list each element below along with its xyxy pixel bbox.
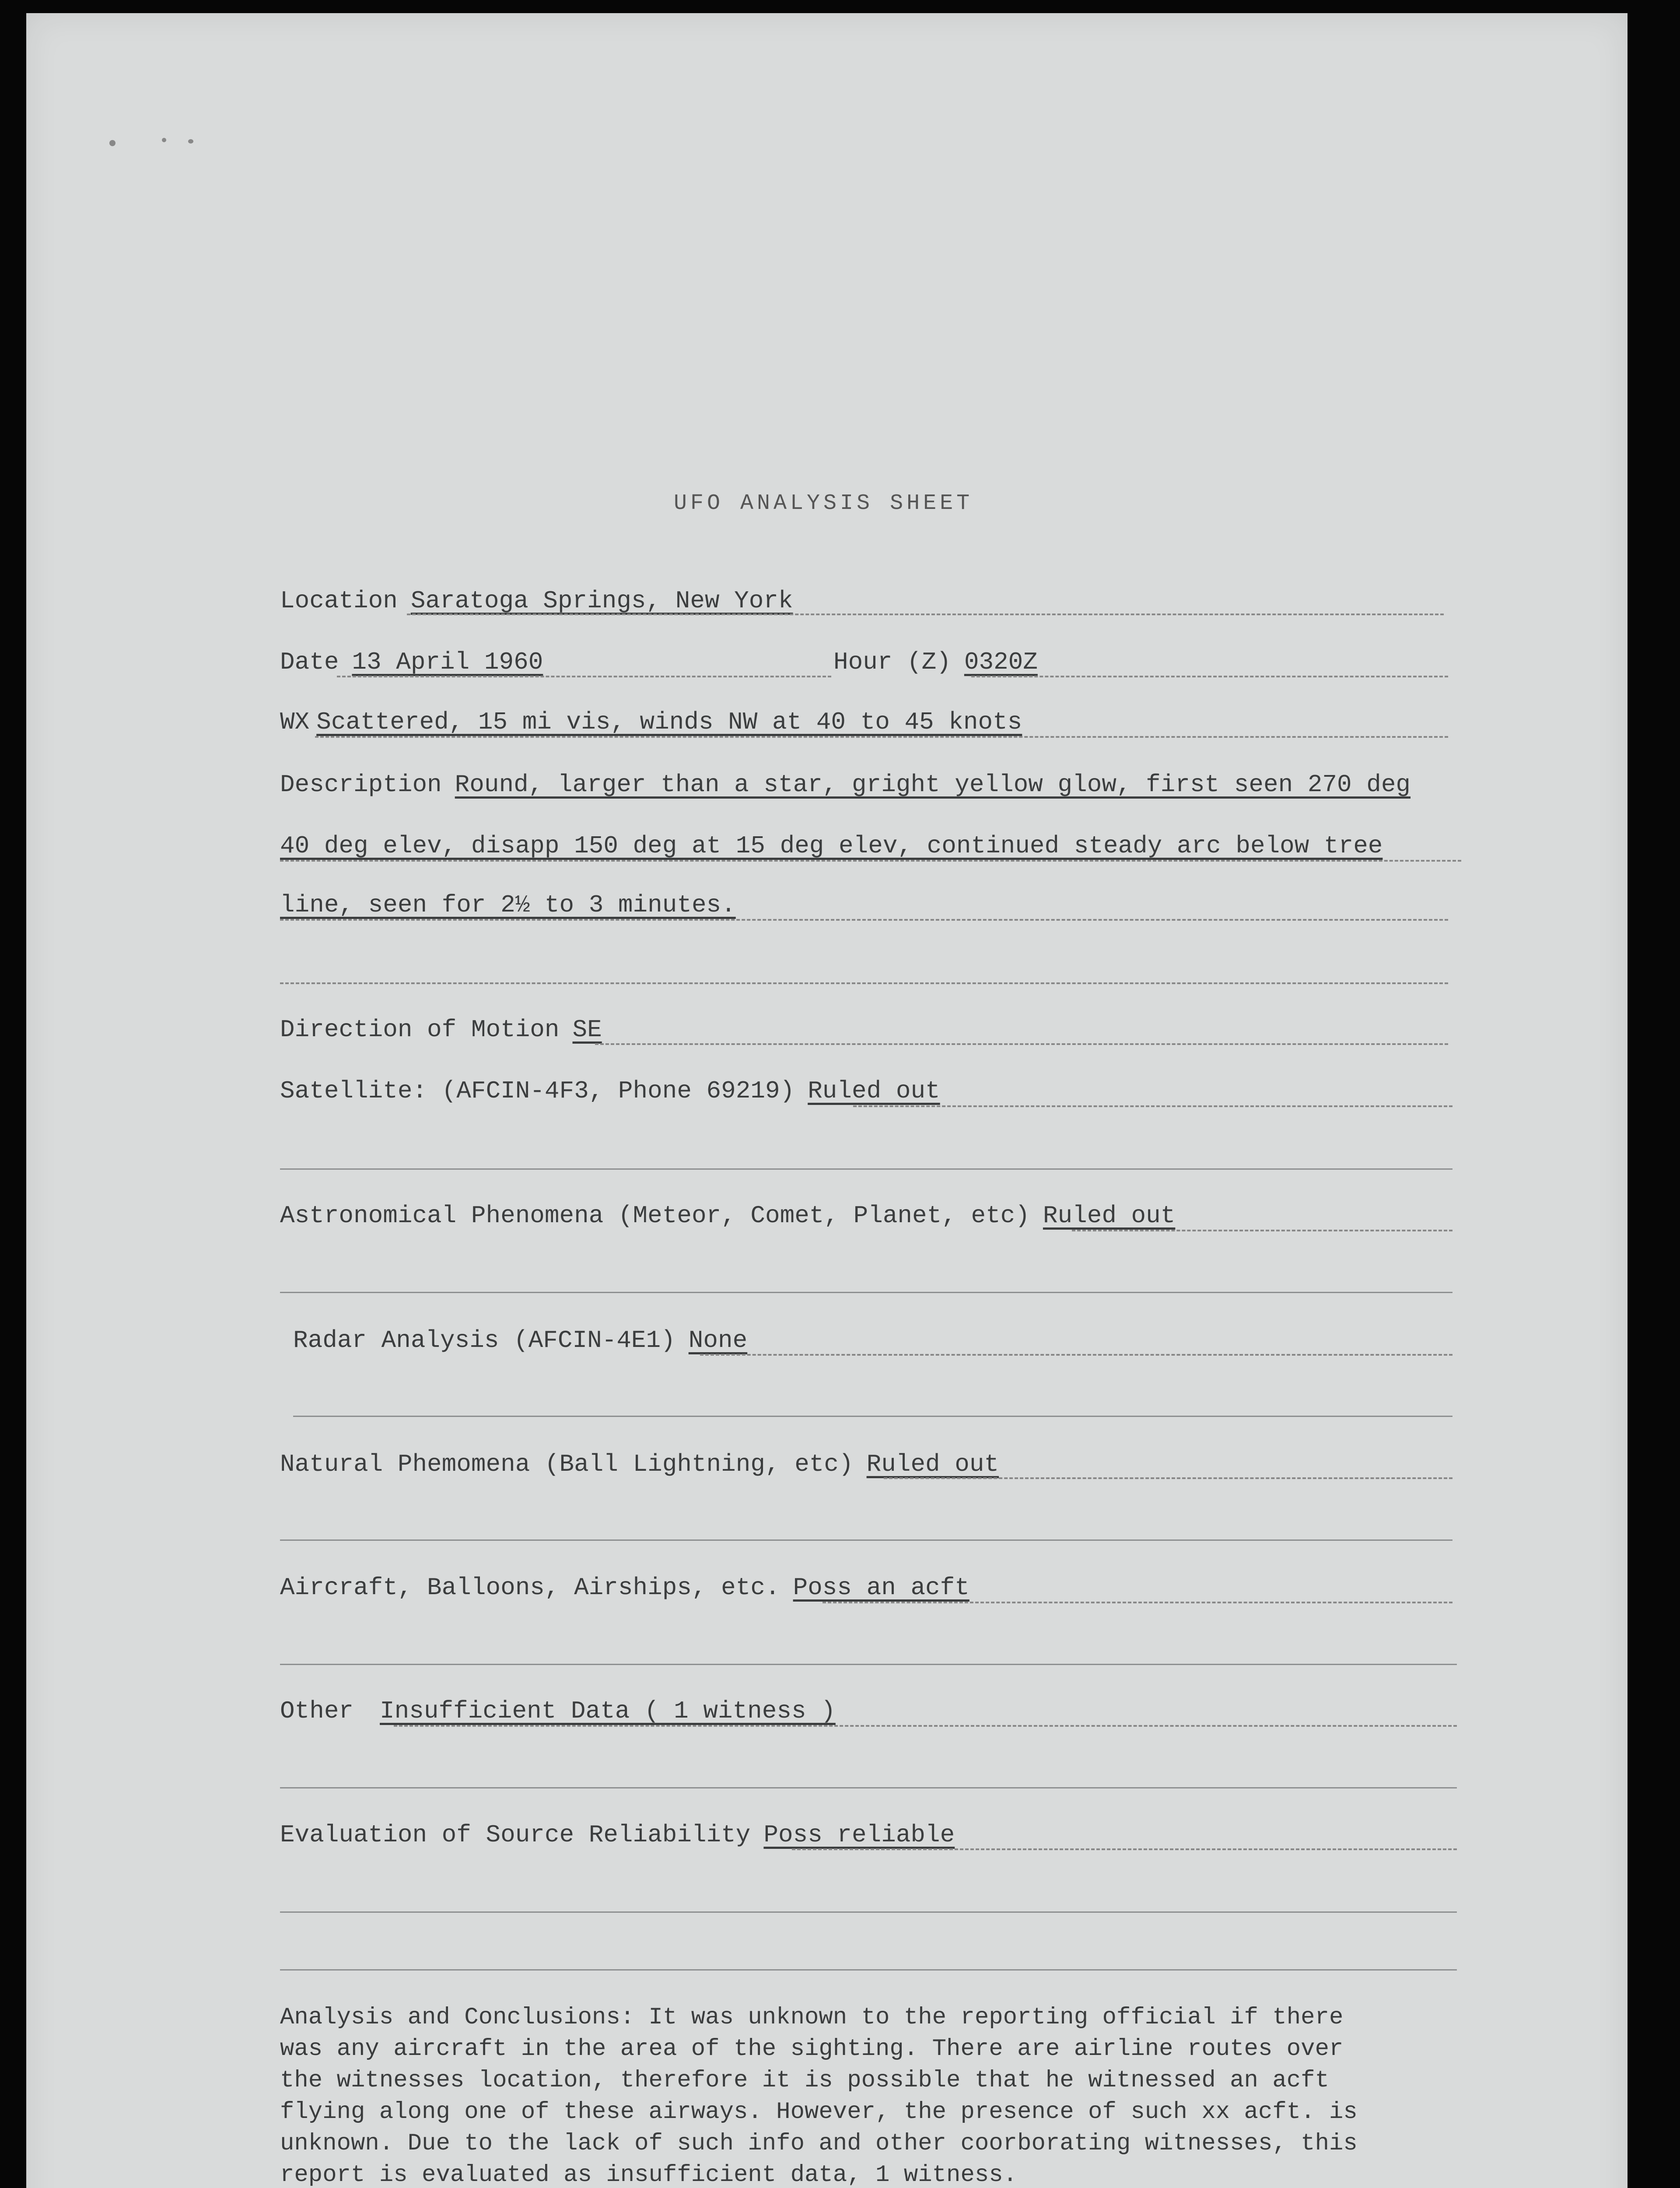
- other-rule-2: [280, 1787, 1457, 1788]
- aircraft-field: [280, 1571, 970, 1602]
- evaluation-field: [280, 1818, 955, 1849]
- other-rule: [394, 1725, 1457, 1727]
- radar-value: None: [688, 1326, 748, 1354]
- location-rule: [407, 614, 1444, 615]
- satellite-field: [280, 1074, 940, 1105]
- description-label: Description: [280, 771, 442, 799]
- natural-label: Natural Phemomena (Ball Lightning, etc): [280, 1450, 854, 1478]
- analysis-line: was any aircraft in the area of the sighting. There are airline routes over: [280, 2036, 1344, 2062]
- other-label: Other: [280, 1697, 354, 1725]
- hour-value: 0320Z: [964, 648, 1038, 676]
- description-field: [280, 768, 1410, 799]
- aircraft-value: Poss an acft: [793, 1574, 970, 1602]
- natural-value: Ruled out: [866, 1450, 999, 1478]
- dust-mark: [109, 140, 116, 146]
- direction-label: Direction of Motion: [280, 1016, 560, 1044]
- analysis-line: report is evaluated as insufficient data, 1 witness.: [280, 2162, 1018, 2188]
- location-value: Saratoga Springs, New York: [410, 587, 793, 615]
- description-rule-3: [280, 919, 1448, 921]
- wx-field: [280, 705, 1022, 736]
- radar-rule-2: [293, 1416, 1452, 1417]
- radar-rule: [700, 1354, 1452, 1356]
- evaluation-label: Evaluation of Source Reliability: [280, 1821, 751, 1849]
- analysis-line: unknown. Due to the lack of such info and other coorborating witnesses, this: [280, 2130, 1358, 2157]
- date-value: 13 April 1960: [352, 648, 543, 676]
- dust-mark: [188, 139, 193, 144]
- location-field: [280, 584, 793, 615]
- evaluation-rule-3: [280, 1969, 1457, 1971]
- analysis-line: Analysis and Conclusions: It was unknown to the reporting official if there: [280, 2004, 1344, 2031]
- natural-rule-2: [280, 1539, 1452, 1541]
- hour-label: Hour (Z): [833, 648, 951, 676]
- astronomical-value: Ruled out: [1043, 1202, 1176, 1230]
- wx-value: Scattered, 15 mi vis, winds NW at 40 to 45 knots: [316, 708, 1022, 736]
- astronomical-rule-2: [280, 1292, 1452, 1293]
- aircraft-rule: [822, 1602, 1452, 1603]
- analysis-conclusions: [280, 2002, 1505, 2188]
- astronomical-field: [280, 1199, 1175, 1230]
- location-label: Location: [280, 587, 398, 615]
- radar-label: Radar Analysis (AFCIN-4E1): [293, 1326, 676, 1354]
- satellite-label: Satellite: (AFCIN-4F3, Phone 69219): [280, 1077, 795, 1105]
- description-row-2: [280, 829, 1382, 860]
- wx-rule: [315, 736, 1448, 738]
- aircraft-rule-2: [280, 1664, 1457, 1665]
- direction-field: [280, 1013, 602, 1044]
- wx-label: WX: [280, 708, 310, 736]
- astronomical-label: Astronomical Phenomena (Meteor, Comet, Planet, etc): [280, 1202, 1030, 1230]
- evaluation-value: Poss reliable: [763, 1821, 955, 1849]
- date-field: [280, 645, 543, 676]
- hour-field: [833, 645, 1038, 676]
- satellite-rule-2: [280, 1168, 1452, 1170]
- sheet-title: UFO ANALYSIS SHEET: [674, 491, 973, 516]
- other-field: [280, 1694, 836, 1725]
- description-line1: Round, larger than a star, gright yellow glow, first seen 270 deg: [455, 771, 1411, 799]
- description-rule-4: [280, 982, 1448, 984]
- direction-rule: [595, 1043, 1448, 1045]
- analysis-line: flying along one of these airways. However, the presence of such xx acft. is: [280, 2099, 1358, 2125]
- analysis-line: the witnesses location, therefore it is possible that he witnessed an acft: [280, 2067, 1329, 2094]
- radar-field: [293, 1324, 747, 1354]
- hour-rule: [971, 676, 1448, 677]
- description-line2: 40 deg elev, disapp 150 deg at 15 deg elev, continued steady arc below tree: [280, 832, 1383, 860]
- description-line3: line, seen for 2½ to 3 minutes.: [280, 891, 736, 919]
- natural-field: [280, 1448, 999, 1478]
- evaluation-rule: [792, 1848, 1457, 1850]
- satellite-value: Ruled out: [808, 1077, 940, 1105]
- natural-rule: [884, 1477, 1452, 1479]
- aircraft-label: Aircraft, Balloons, Airships, etc.: [280, 1574, 780, 1602]
- direction-value: SE: [572, 1016, 602, 1044]
- other-value: Insufficient Data ( 1 witness ): [380, 1697, 836, 1725]
- date-rule: [337, 676, 831, 677]
- evaluation-rule-2: [280, 1911, 1457, 1913]
- date-label: Date: [280, 648, 339, 676]
- description-rule-2: [280, 860, 1461, 862]
- satellite-rule: [853, 1105, 1452, 1107]
- astronomical-rule: [1072, 1230, 1452, 1231]
- description-row-3: [280, 888, 736, 919]
- dust-mark: [162, 138, 166, 142]
